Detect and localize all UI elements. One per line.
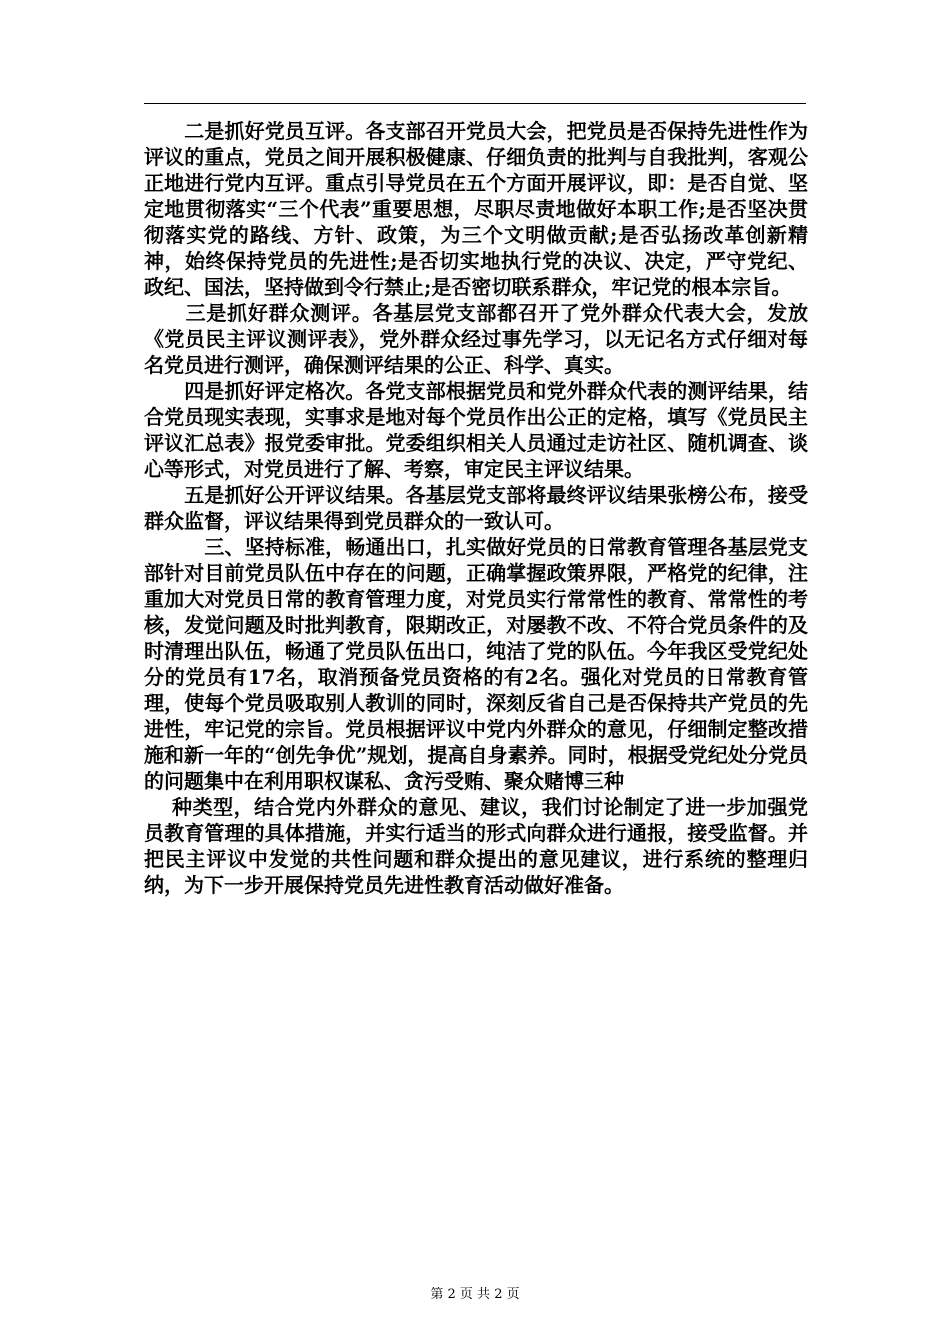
paragraph-measures: 种类型，结合党内外群众的意见、建议，我们讨论制定了进一步加强党员教育管理的具体措施，并实行适当的形式向群众进行通报，接受监督。并把民主评议中发觉的共性问题和群众提出的意见建议，进行系统的整理归纳，为下一步开展保持党员先进性教育活动做好准备。 [144, 795, 808, 897]
document-body [144, 118, 808, 898]
paragraph-peer-review: 二是抓好党员互评。各支部召开党员大会，把党员是否保持先进性作为评议的重点，党员之间开展积极健康、仔细负责的批判与自我批判，客观公正地进行党内互评。重点引导党员在五个方面开展评议，即：是否自觉、坚定地贯彻落实“三个代表”重要思想，尽职尽责地做好本职工作;是否坚决贯彻落实党的路线、方针、政策，为三个文明做贡献;是否弘扬改革创新精神，始终保持党员的先进性;是否切实地执行党的决议、决定，严守党纪、政纪、国法，坚持做到令行禁止;是否密切联系群众，牢记党的根本宗旨。 [144, 119, 808, 299]
header-rule [144, 103, 806, 104]
paragraph-grading: 四是抓好评定格次。各党支部根据党员和党外群众代表的测评结果，结合党员现实表现，实事求是地对每个党员作出公正的定格，填写《党员民主评议汇总表》报党委审批。党委组织相关人员通过走访社区、随机调查、谈心等形式，对党员进行了解、考察，审定民主评议结果。 [144, 379, 808, 481]
paragraph-daily-management: 三、坚持标准，畅通出口，扎实做好党员的日常教育管理各基层党支部针对目前党员队伍中存在的问题，正确掌握政策界限，严格党的纪律，注重加大对党员日常的教育管理力度，对党员实行常常性的教育、常常性的考核，发觉问题及时批判教育，限期改正，对屡教不改、不符合党员条件的及时清理出队伍，畅通了党员队伍出口，纯洁了党的队伍。今年我区受党纪处分的党员有17名，取消预备党员资格的有2名。强化对党员的日常教育管理，使每个党员吸取别人教训的同时，深刻反省自己是否保持共产党员的先进性，牢记党的宗旨。党员根据评议中党内外群众的意见，仔细制定整改措施和新一年的“创先争优”规划，提高自身素养。同时，根据受党纪处分党员的问题集中在利用职权谋私、贪污受贿、聚众赌博三种 [144, 535, 808, 793]
paragraph-mass-evaluation: 三是抓好群众测评。各基层党支部都召开了党外群众代表大会，发放《党员民主评议测评表》，党外群众经过事先学习，以无记名方式仔细对每名党员进行测评，确保测评结果的公正、科学、真实。 [144, 301, 809, 377]
page-number-footer: 第 2 页 共 2 页 [430, 1287, 520, 1302]
paragraph-public-results: 五是抓好公开评议结果。各基层党支部将最终评议结果张榜公布，接受群众监督，评议结果得到党员群众的一致认可。 [144, 483, 808, 533]
